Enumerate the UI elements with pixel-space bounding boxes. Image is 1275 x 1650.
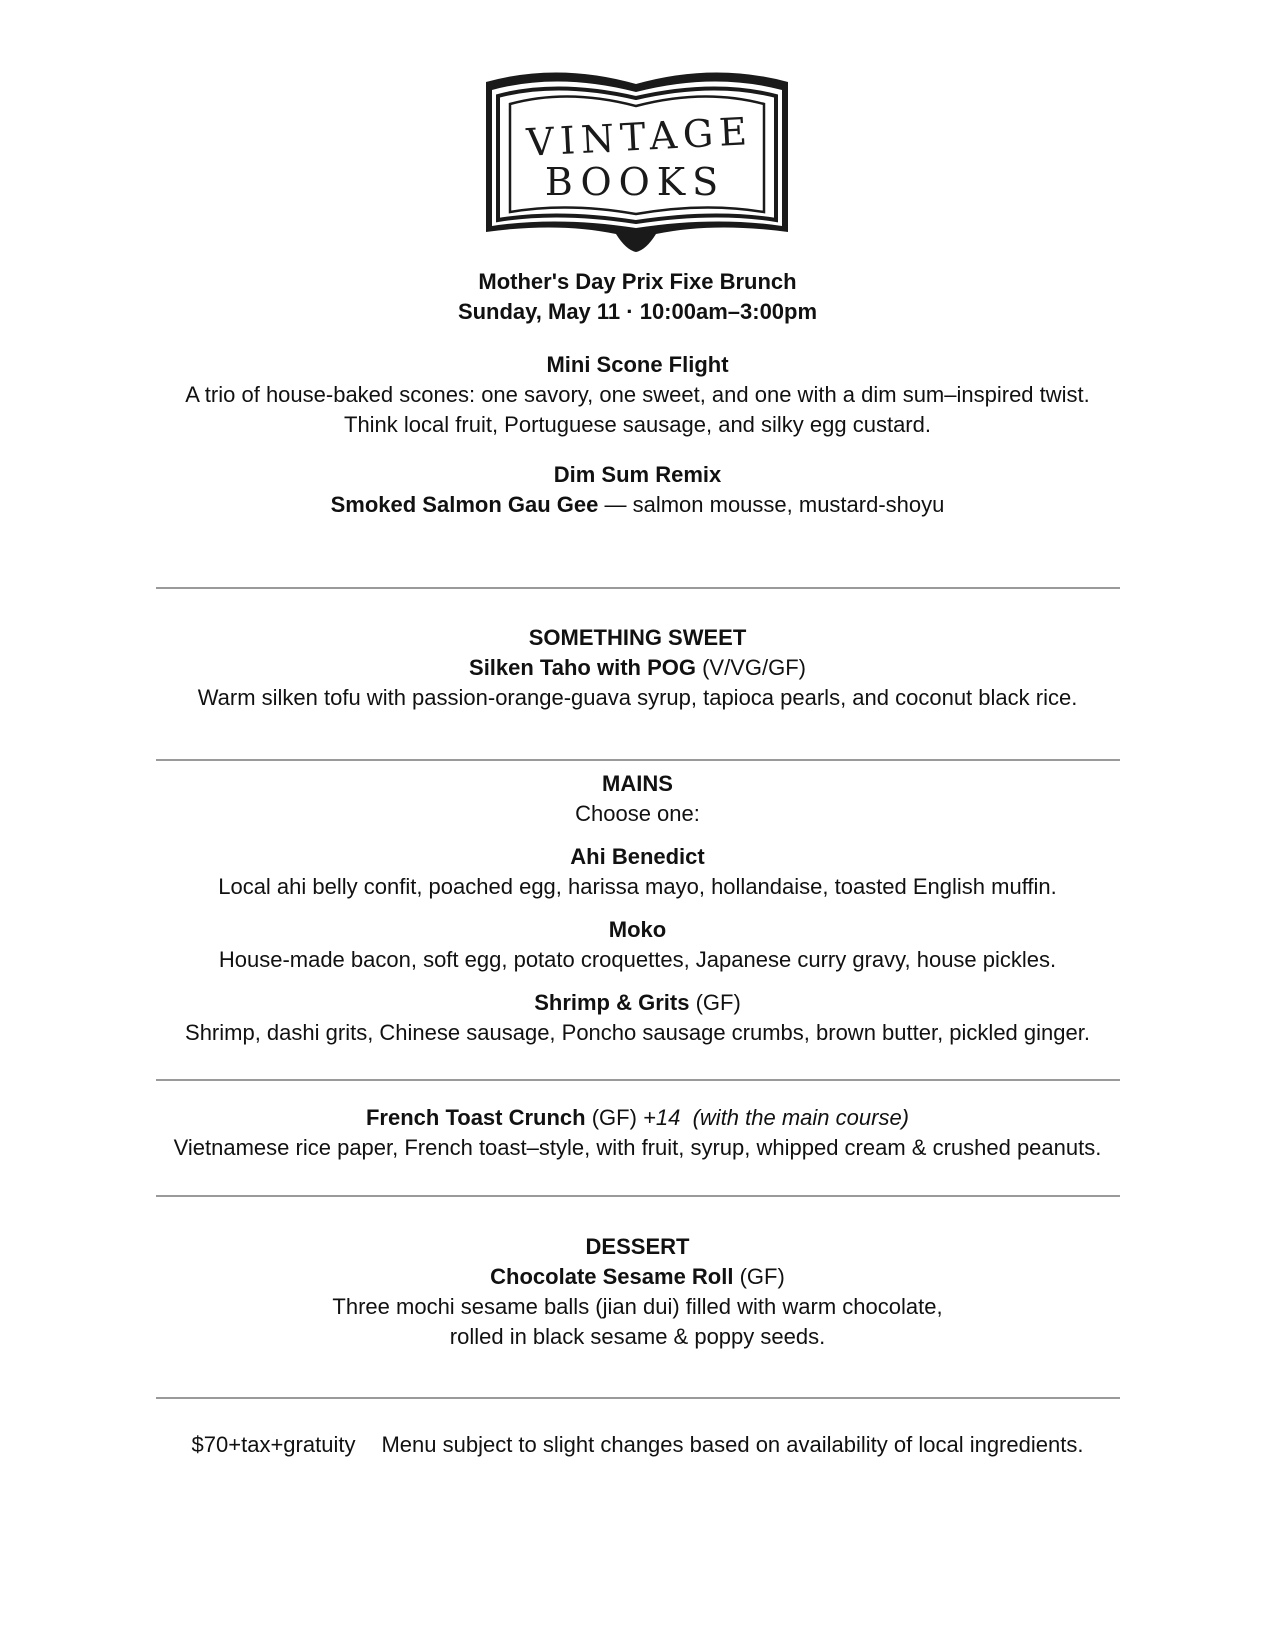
mains-section xyxy=(0,769,1275,829)
divider-5 xyxy=(156,1397,1120,1399)
dessert-item: Chocolate Sesame Roll xyxy=(490,1264,734,1289)
addon-desc: Vietnamese rice paper, French toast–style, with fruit, syrup, whipped cream & crushed peanuts. xyxy=(173,1135,1102,1160)
dessert-section xyxy=(0,1232,1275,1352)
divider-3 xyxy=(156,1079,1120,1081)
main-item-desc: Local ahi belly confit, poached egg, harissa mayo, hollandaise, toasted English muffin. xyxy=(218,874,1057,899)
dimsum-title: Dim Sum Remix xyxy=(553,462,722,487)
footer-line xyxy=(0,1430,1275,1460)
main-item-desc: Shrimp, dashi grits, Chinese sausage, Poncho sausage crumbs, brown butter, pickled ginger. xyxy=(185,1020,1090,1045)
main-item-desc: House-made bacon, soft egg, potato croquettes, Japanese curry gravy, house pickles. xyxy=(218,947,1057,972)
addon-section xyxy=(0,1103,1275,1163)
dessert-item-line xyxy=(0,1262,1275,1292)
sweet-heading: SOMETHING SWEET xyxy=(528,625,747,650)
divider-2 xyxy=(156,759,1120,761)
dimsum-item: Smoked Salmon Gau Gee xyxy=(330,492,599,517)
main-item-title-line xyxy=(0,988,1275,1018)
main-item-name: Moko xyxy=(608,917,667,942)
scone-section xyxy=(0,350,1275,440)
addon-price: +14 (with the main course) xyxy=(643,1105,910,1130)
dessert-tag: (GF) xyxy=(733,1264,785,1289)
dimsum-desc: — salmon mousse, mustard-shoyu xyxy=(598,492,945,517)
mains-item xyxy=(0,915,1275,975)
sweet-desc: Warm silken tofu with passion-orange-guava syrup, tapioca pearls, and coconut black rice. xyxy=(197,685,1078,710)
menu-title: Mother's Day Prix Fixe Brunch xyxy=(478,269,797,294)
scone-title: Mini Scone Flight xyxy=(546,352,729,377)
addon-tag: (GF) xyxy=(585,1105,644,1130)
scone-desc-1: A trio of house-baked scones: one savory, one sweet, and one with a dim sum–inspired twist. xyxy=(185,382,1090,407)
sweet-tag: (V/VG/GF) xyxy=(695,655,806,680)
main-item-name: Ahi Benedict xyxy=(570,844,705,869)
divider-4 xyxy=(156,1195,1120,1197)
dessert-heading: DESSERT xyxy=(585,1234,690,1259)
sweet-section xyxy=(0,623,1275,713)
mains-note: Choose one: xyxy=(575,801,700,826)
mains-item xyxy=(0,988,1275,1048)
dimsum-item-line xyxy=(0,490,1275,520)
menu-date: Sunday, May 11 · 10:00am–3:00pm xyxy=(457,299,818,324)
mains-item xyxy=(0,842,1275,902)
dessert-desc-2: rolled in black sesame & poppy seeds. xyxy=(449,1324,826,1349)
mains-heading: MAINS xyxy=(602,771,673,796)
divider-1 xyxy=(156,587,1120,589)
footer-note: Menu subject to slight changes based on availability of local ingredients. xyxy=(381,1432,1084,1457)
dessert-desc-1: Three mochi sesame balls (jian dui) filled with warm chocolate, xyxy=(332,1294,943,1319)
vintage-books-logo xyxy=(478,52,796,252)
scone-desc-2: Think local fruit, Portuguese sausage, and silky egg custard. xyxy=(344,412,931,437)
logo-line2: BOOKS xyxy=(544,160,726,204)
footer xyxy=(0,1430,1275,1460)
menu-header xyxy=(0,267,1275,327)
sweet-item-line xyxy=(0,653,1275,683)
footer-price: $70+tax+gratuity xyxy=(191,1432,356,1457)
sweet-item: Silken Taho with POG xyxy=(469,655,696,680)
addon-item: French Toast Crunch xyxy=(365,1105,586,1130)
dimsum-section xyxy=(0,460,1275,520)
main-item-tag: (GF) xyxy=(689,990,741,1015)
addon-title-line xyxy=(0,1103,1275,1133)
main-item-name: Shrimp & Grits xyxy=(534,990,690,1015)
logo-line1: VINTAGE xyxy=(525,109,754,165)
